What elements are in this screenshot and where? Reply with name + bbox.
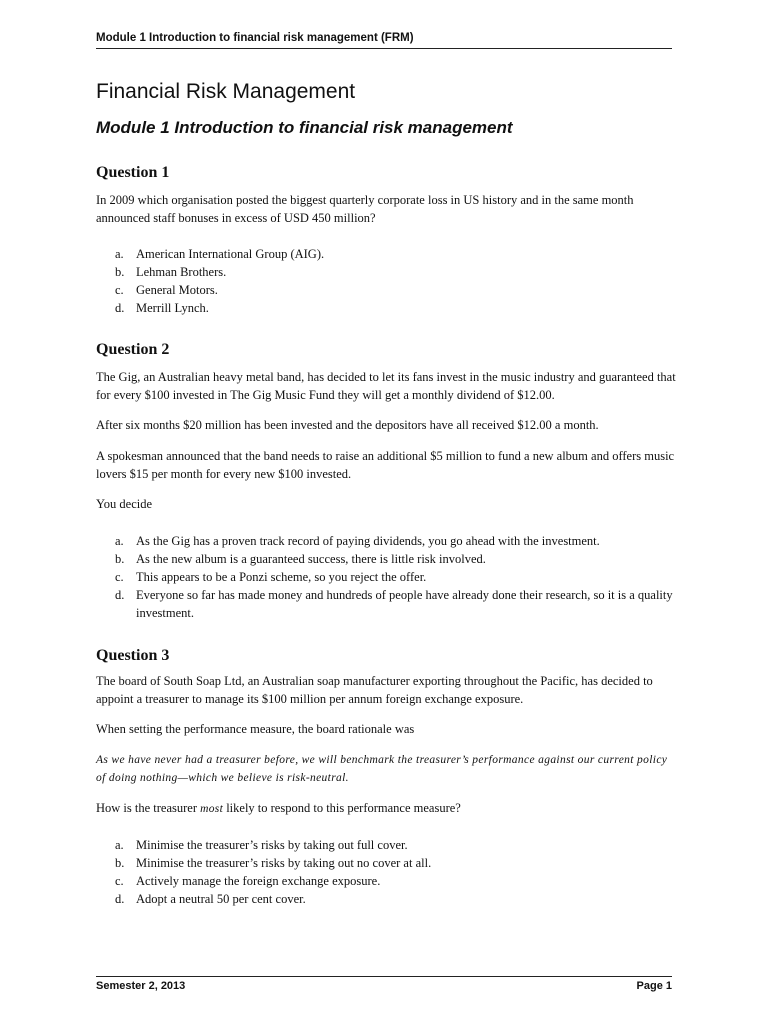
option-text: Everyone so far has made money and hundreds of people have already done their research, so it is a quality investment. — [136, 588, 673, 620]
option-text: Merrill Lynch. — [136, 301, 209, 315]
question-2-paragraph: You decide — [96, 497, 153, 511]
question-3-prompt — [96, 799, 676, 818]
option-text: As the new album is a guaranteed success, there is little risk involved. — [136, 552, 486, 566]
list-item — [115, 568, 675, 586]
question-2-options — [115, 532, 675, 622]
option-text: This appears to be a Ponzi scheme, so you reject the offer. — [136, 570, 427, 584]
list-item — [115, 245, 675, 263]
option-letter: c. — [115, 570, 124, 584]
question-1-body: In 2009 which organisation posted the biggest quarterly corporate loss in US history and in the same month announced staff bonuses in excess of USD 450 million? — [96, 193, 634, 225]
option-letter: b. — [115, 552, 125, 566]
question-3-paragraph: The board of South Soap Ltd, an Australian soap manufacturer exporting throughout the Pacific, has decided to appoint a treasurer to manage its $100 million per annum foreign exchange exposure. — [96, 674, 653, 706]
option-text: Adopt a neutral 50 per cent cover. — [136, 892, 306, 906]
question-3-paragraph: When setting the performance measure, the board rationale was — [96, 722, 415, 736]
option-text: Lehman Brothers. — [136, 265, 227, 279]
prompt-text: likely to respond to this performance measure? — [223, 801, 461, 815]
option-text: Minimise the treasurer’s risks by taking out no cover at all. — [136, 856, 432, 870]
list-item — [115, 281, 675, 299]
question-3-options — [115, 836, 675, 908]
list-item — [115, 586, 675, 622]
option-text: American International Group (AIG). — [136, 247, 325, 261]
option-letter: c. — [115, 283, 124, 297]
option-text: Minimise the treasurer’s risks by taking out full cover. — [136, 838, 408, 852]
list-item — [115, 890, 675, 908]
option-text: As the Gig has a proven track record of paying dividends, you go ahead with the investment. — [136, 534, 600, 548]
option-letter: d. — [115, 588, 125, 602]
prompt-emphasis: most — [200, 803, 224, 815]
option-letter: b. — [115, 265, 125, 279]
option-text: Actively manage the foreign exchange exposure. — [136, 874, 381, 888]
running-header: Module 1 Introduction to financial risk management (FRM) — [96, 32, 672, 49]
option-letter: d. — [115, 892, 125, 906]
option-letter: a. — [115, 838, 124, 852]
question-3-heading: Question 3 — [96, 647, 170, 664]
document-subtitle: Module 1 Introduction to financial risk management — [96, 118, 513, 137]
question-2-heading: Question 2 — [96, 341, 170, 358]
option-text: General Motors. — [136, 283, 218, 297]
question-1-options — [115, 245, 675, 317]
page-number: Page 1 — [636, 980, 672, 992]
prompt-text: How is the treasurer — [96, 801, 201, 815]
list-item — [115, 550, 675, 568]
board-rationale-quote: As we have never had a treasurer before, we will benchmark the treasurer’s performance against our current policy of doing nothing—which we believe is risk-neutral. — [96, 754, 668, 784]
list-item — [115, 263, 675, 281]
list-item — [115, 836, 675, 854]
list-item — [115, 854, 675, 872]
question-2-paragraph: A spokesman announced that the band needs to raise an additional $5 million to fund a new album and offers music lovers $15 per month for every new $100 invested. — [96, 449, 675, 481]
option-letter: a. — [115, 534, 124, 548]
list-item — [115, 872, 675, 890]
question-1-heading: Question 1 — [96, 164, 170, 181]
list-item — [115, 299, 675, 317]
option-letter: a. — [115, 247, 124, 261]
running-footer — [96, 976, 672, 992]
list-item — [115, 532, 675, 550]
question-2-paragraph: After six months $20 million has been invested and the depositors have all received $12.00 a month. — [96, 418, 599, 432]
option-letter: b. — [115, 856, 125, 870]
footer-semester: Semester 2, 2013 — [96, 980, 186, 992]
option-letter: c. — [115, 874, 124, 888]
document-title: Financial Risk Management — [96, 80, 356, 103]
option-letter: d. — [115, 301, 125, 315]
question-2-paragraph: The Gig, an Australian heavy metal band, has decided to let its fans invest in the music industry and guaranteed that for every $100 invested in The Gig Music Fund they will get a monthly dividend of $12.00. — [96, 370, 676, 402]
